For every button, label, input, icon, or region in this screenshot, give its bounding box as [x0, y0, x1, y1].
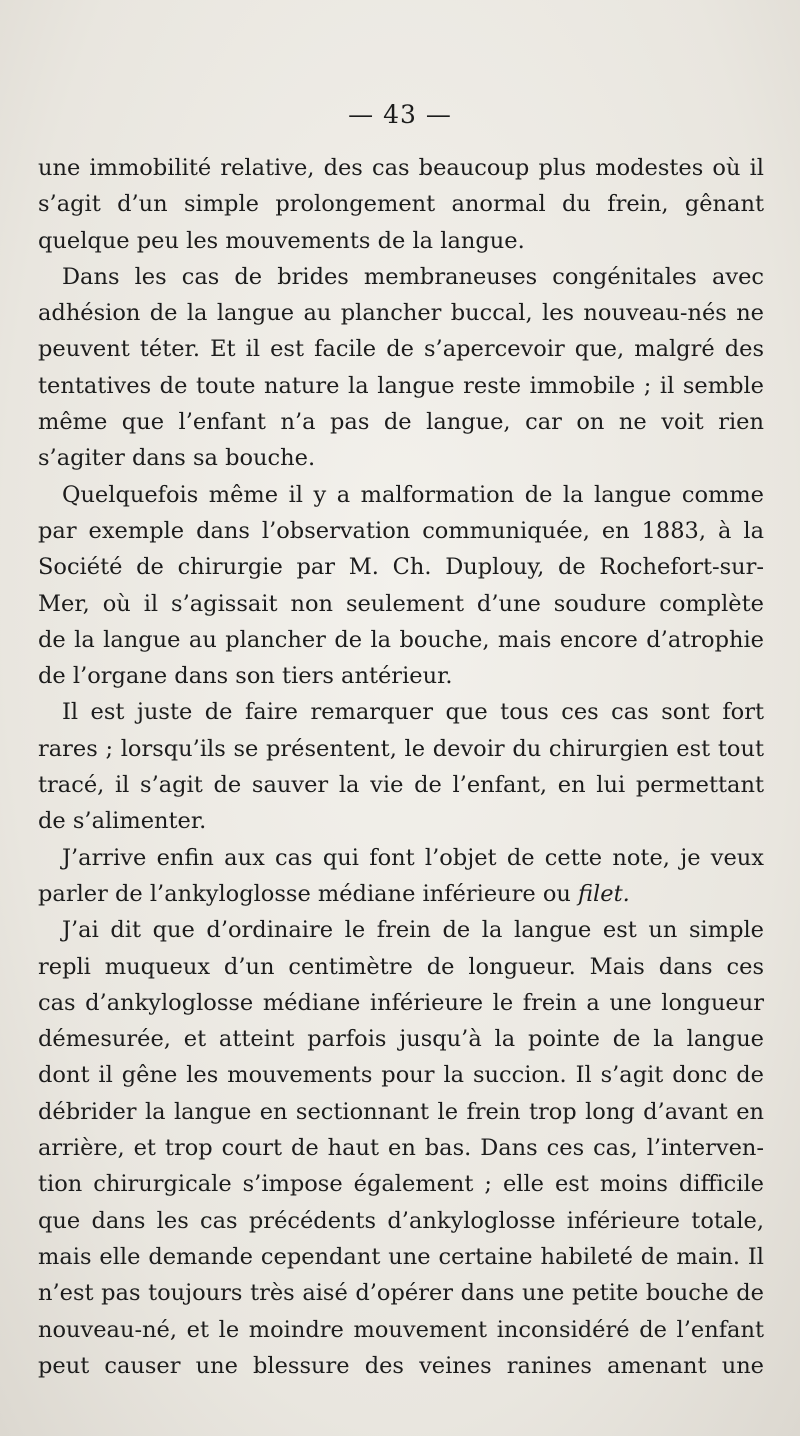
- text-line-content: Société de chirurgie par M. Ch. Duplouy, de Rochefort-sur-: [38, 554, 764, 581]
- text-line: [38, 1239, 764, 1275]
- text-line-content: par exemple dans l’observation communiquée, en 1883, à la: [38, 517, 764, 544]
- text-line: [38, 368, 764, 404]
- text-line-content: rares ; lorsqu’ils se présentent, le devoir du chirurgien est tout: [38, 735, 764, 762]
- text-line-content: peuvent téter. Et il est facile de s’apercevoir que, malgré des: [38, 336, 764, 363]
- text-line-content: Dans les cas de brides membraneuses congénitales avec: [62, 263, 764, 290]
- text-line-content: Mer, où il s’agissait non seulement d’une soudure complète: [38, 590, 764, 617]
- italic-term: filet.: [578, 880, 630, 907]
- text-line-content: même que l’enfant n’a pas de langue, car on ne voit rien: [38, 409, 764, 436]
- text-line-content: tracé, il s’agit de sauver la vie de l’enfant, en lui permettant: [38, 772, 764, 799]
- text-line: [38, 985, 764, 1021]
- text-line: [38, 513, 764, 549]
- text-line-content: de la langue au plancher de la bouche, mais encore d’atrophie: [38, 626, 764, 653]
- text-line-content: débrider la langue en sectionnant le frein trop long d’avant en: [38, 1098, 764, 1125]
- text-line-content: que dans les cas précédents d’ankyloglosse inférieure totale,: [38, 1207, 764, 1234]
- text-line: [38, 477, 764, 513]
- text-line: [38, 658, 764, 694]
- text-line: [38, 586, 764, 622]
- text-line-content: parler de l’ankyloglosse médiane inférieure ou: [38, 880, 579, 907]
- text-line: [38, 1021, 764, 1057]
- text-line: [38, 404, 764, 440]
- text-line-content: une immobilité relative, des cas beaucoup plus modestes où il: [38, 155, 764, 181]
- text-line: [38, 1057, 764, 1093]
- text-line: [38, 767, 764, 803]
- text-line-content: de s’alimenter.: [38, 808, 207, 835]
- text-line: [38, 1166, 764, 1202]
- text-line-content: peut causer une blessure des veines ranines amenant une: [38, 1352, 764, 1379]
- text-line: [38, 331, 764, 367]
- text-line: [38, 622, 764, 658]
- text-line: [38, 1348, 764, 1384]
- text-line: [38, 186, 764, 222]
- text-line-content: J’arrive enfin aux cas qui font l’objet de cette note, je veux: [62, 844, 764, 871]
- text-line-content: dont il gêne les mouvements pour la succion. Il s’agit donc de: [38, 1062, 764, 1089]
- text-line-content: de l’organe dans son tiers antérieur.: [38, 663, 453, 690]
- text-line: [38, 259, 764, 295]
- text-line: [38, 1130, 764, 1166]
- text-line-content: arrière, et trop court de haut en bas. Dans ces cas, l’interven-: [38, 1135, 764, 1162]
- text-line: [38, 549, 764, 585]
- text-line-content: s’agiter dans sa bouche.: [38, 445, 316, 472]
- text-line: [38, 912, 764, 948]
- text-line-content: J’ai dit que d’ordinaire le frein de la langue est un simple: [62, 917, 764, 944]
- text-line: [38, 694, 764, 730]
- text-line-content: mais elle demande cependant une certaine habileté de main. Il: [38, 1243, 764, 1270]
- text-line-content: tentatives de toute nature la langue reste immobile ; il semble: [38, 372, 764, 399]
- text-line: [38, 1275, 764, 1311]
- text-line: [38, 803, 764, 839]
- page-number: — 43 —: [348, 100, 452, 129]
- body-text: [38, 150, 764, 1384]
- text-line: [38, 731, 764, 767]
- text-line: [38, 876, 764, 912]
- text-line: [38, 1312, 764, 1348]
- text-line: [38, 440, 764, 476]
- text-line-content: tion chirurgicale s’impose également ; elle est moins difficile: [38, 1171, 764, 1198]
- text-line: [38, 949, 764, 985]
- text-line: [38, 223, 764, 259]
- text-line: [38, 1203, 764, 1239]
- text-line-content: s’agit d’un simple prolongement anormal du frein, gênant: [38, 191, 764, 218]
- text-line-content: Quelquefois même il y a malformation de la langue comme: [62, 481, 764, 508]
- text-line: [38, 295, 764, 331]
- text-line: [38, 150, 764, 186]
- text-line-content: cas d’ankyloglosse médiane inférieure le frein a une longueur: [38, 989, 764, 1016]
- text-line-content: démesurée, et atteint parfois jusqu’à la pointe de la langue: [38, 1026, 764, 1053]
- text-line-content: repli muqueux d’un centimètre de longueur. Mais dans ces: [38, 953, 764, 980]
- text-line-content: Il est juste de faire remarquer que tous ces cas sont fort: [62, 699, 764, 726]
- text-line: [38, 1094, 764, 1130]
- text-line-content: n’est pas toujours très aisé d’opérer dans une petite bouche de: [38, 1280, 764, 1307]
- text-line-content: quelque peu les mouvements de la langue.: [38, 227, 525, 254]
- text-line-content: nouveau-né, et le moindre mouvement inconsidéré de l’enfant: [38, 1316, 764, 1343]
- text-line-content: adhésion de la langue au plancher buccal, les nouveau-nés ne: [38, 300, 764, 327]
- text-line: [38, 840, 764, 876]
